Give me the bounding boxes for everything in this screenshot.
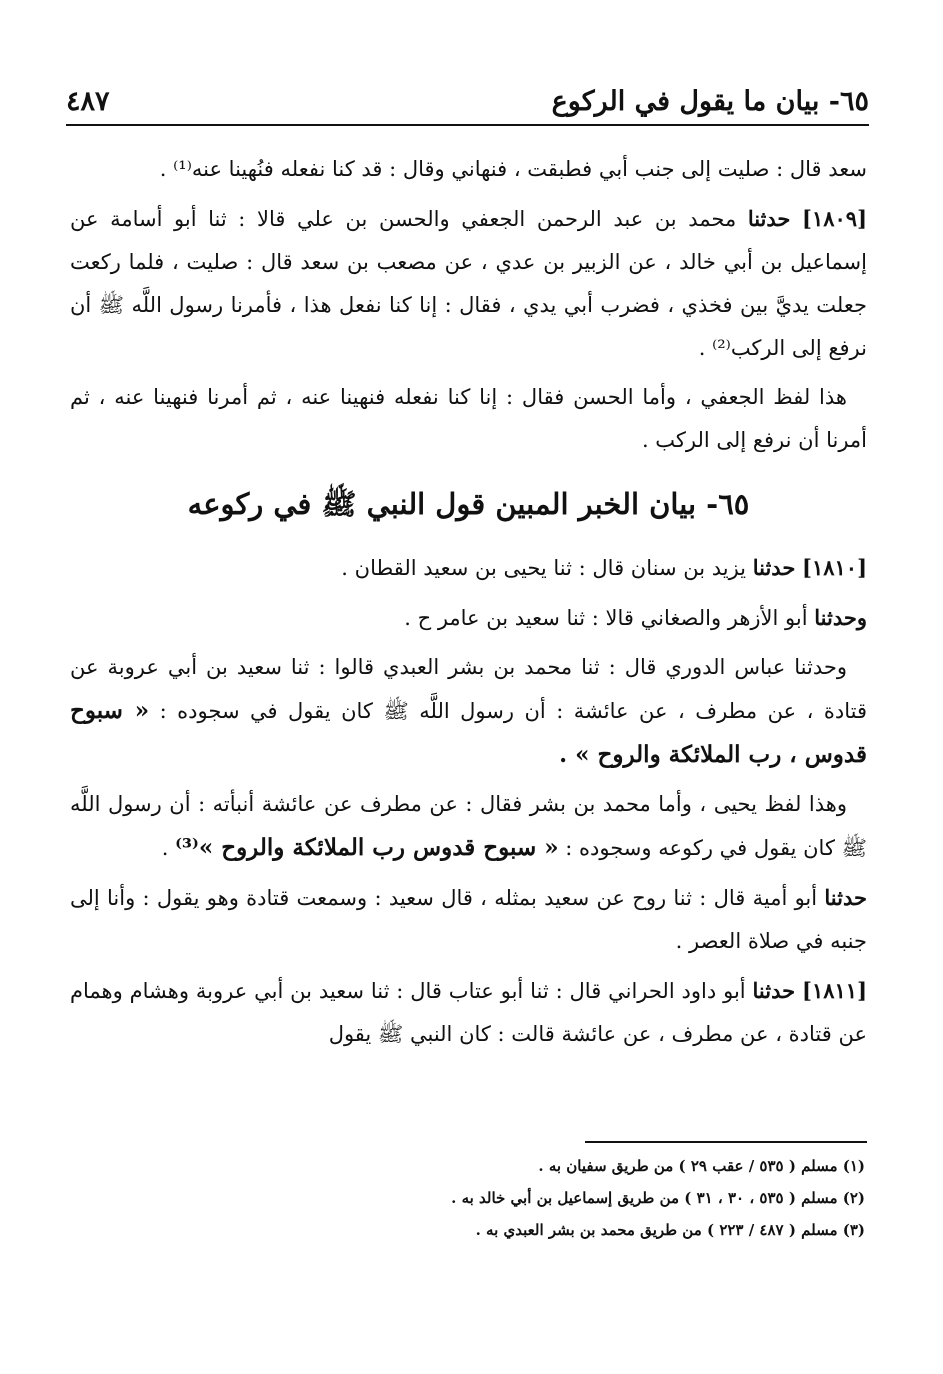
hadith-1810 — [70, 546, 867, 590]
footnotes — [70, 1150, 865, 1246]
hadith-lead: حدثنا — [752, 978, 796, 1003]
paragraph — [70, 376, 867, 462]
paragraph-text: هذا لفظ الجعفي ، وأما الحسن فقال : إنا كنا نفعله فنهينا عنه ، ثم أمرنا فنهينا عنه ، ثم أمرنا أن نرفع إلى الركب . — [70, 385, 867, 452]
footnote: (١) مسلم ( ٥٣٥ / عقب ٢٩ ) من طريق سفيان به . — [538, 1157, 865, 1175]
paragraph-text: سعد قال : صليت إلى جنب أبي فطبقت ، فنهاني وقال : قد كنا نفعله فنُهينا عنه⁽¹⁾ . — [159, 157, 867, 181]
hadith-number: [١٨١١] — [802, 978, 867, 1003]
hadith-lead: وحدثنا — [814, 605, 867, 630]
paragraph-text: يزيد بن سنان قال : ثنا يحيى بن سعيد القطان . — [341, 556, 747, 580]
paragraph — [70, 783, 867, 870]
paragraph-text: محمد بن عبد الرحمن الجعفي والحسن بن علي قالا : ثنا أبو أسامة عن إسماعيل بن أبي خالد ، عن الزبير بن عدي ، عن مصعب بن سعد قال : صليت ، فلما ركعت جعلت يديَّ بين فخذي ، فضرب أبي يدي ، فقال : إنا كنا نفعل هذا ، فأمرنا رسول اللَّه ﷺ أن نرفع إلى الركب⁽²⁾ . — [70, 207, 867, 360]
section-heading: ٦٥- بيان الخبر المبين قول النبي ﷺ في ركوعه — [187, 487, 750, 521]
paragraph — [70, 596, 867, 640]
paragraph-text: أبو الأزهر والصغاني قالا : ثنا سعيد بن عامر ح . — [404, 606, 808, 630]
paragraph-text: وهذا لفظ يحيى ، وأما محمد بن بشر فقال : عن مطرف عن عائشة أنبأته : أن رسول اللَّه ﷺ كان يقول في ركوعه وسجوده : — [70, 792, 867, 860]
paragraph — [70, 646, 867, 777]
footnote-separator — [585, 1141, 867, 1143]
chapter-title: ٦٥- بيان ما يقول في الركوع — [551, 85, 869, 117]
running-header — [66, 78, 869, 126]
paragraph-text: وحدثنا عباس الدوري قال : ثنا محمد بن بشر العبدي قالوا : ثنا سعيد بن أبي عروبة عن قتادة ، عن مطرف ، عن عائشة : أن رسول اللَّه ﷺ كان يقول في سجوده : — [70, 655, 867, 723]
hadith-1809 — [70, 197, 867, 370]
footnote: (٢) مسلم ( ٥٣٥ ، ٣٠ ، ٣١ ) من طريق إسماعيل بن أبي خالد به . — [451, 1189, 865, 1207]
hadith-number: [١٨٠٩] — [802, 206, 867, 231]
hadith-1811 — [70, 969, 867, 1056]
quoted-supplication: « سبوح قدوس ، رب الملائكة والروح » . — [70, 697, 867, 768]
paragraph-text: أبو أمية قال : ثنا روح عن سعيد بمثله ، قال سعيد : وسمعت قتادة وهو يقول : وأنا إلى جنبه في صلاة العصر . — [70, 886, 867, 953]
page-body — [70, 148, 867, 1062]
quoted-supplication: « سبوح قدوس رب الملائكة والروح »⁽³⁾ — [175, 834, 559, 861]
footnote: (٣) مسلم ( ٤٨٧ / ٢٢٣ ) من طريق محمد بن بشر العبدي به . — [475, 1221, 865, 1239]
paragraph — [70, 876, 867, 963]
hadith-lead: حدثنا — [824, 885, 867, 910]
hadith-lead: حدثنا — [752, 555, 796, 580]
paragraph — [70, 148, 867, 191]
hadith-number: [١٨١٠] — [802, 555, 867, 580]
paragraph-text: أبو داود الحراني قال : ثنا أبو عتاب قال : ثنا سعيد بن أبي عروبة وهشام وهمام عن قتادة ، عن مطرف ، عن عائشة قالت : كان النبي ﷺ يقول — [70, 979, 867, 1046]
page-number: ٤٨٧ — [66, 85, 110, 117]
paragraph-tail: . — [161, 836, 169, 860]
hadith-lead: حدثنا — [747, 206, 791, 231]
